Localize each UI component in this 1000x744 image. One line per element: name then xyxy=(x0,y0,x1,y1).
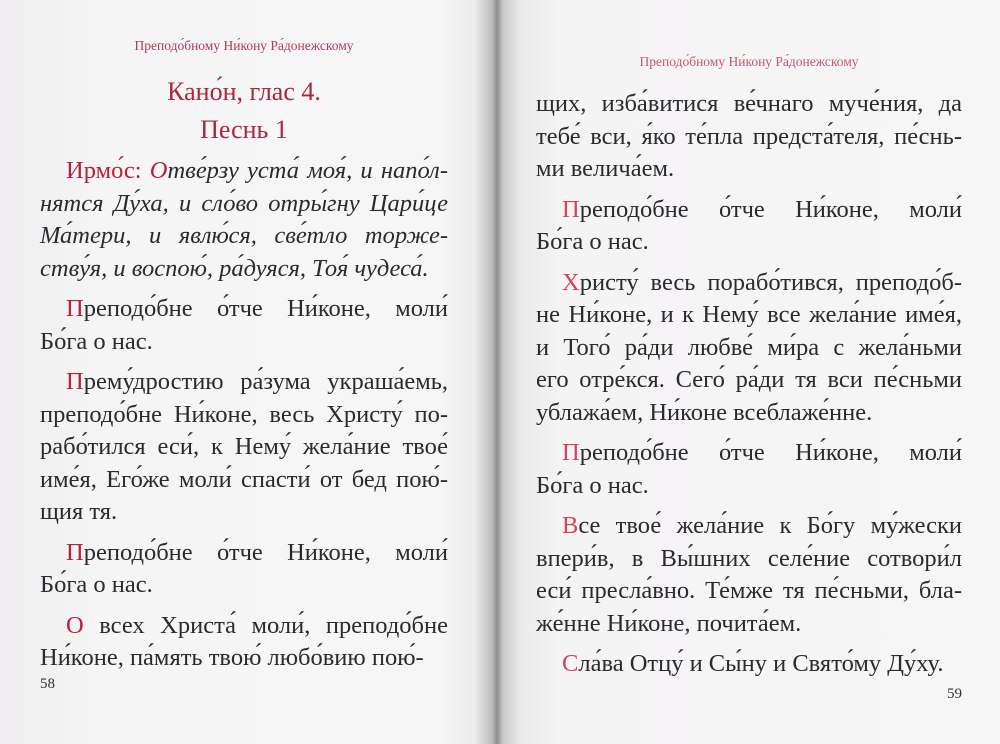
red-initial: Х xyxy=(562,268,580,296)
line-text: нятся Ду́ха, и сло́во отры́гну Цари́це xyxy=(40,189,448,217)
text-line xyxy=(536,470,962,503)
paragraph xyxy=(536,267,962,430)
text-line xyxy=(40,399,448,432)
text-line xyxy=(536,299,962,332)
red-initial: П xyxy=(66,538,84,566)
right-page xyxy=(536,0,962,744)
paragraph xyxy=(536,648,962,681)
text-line xyxy=(40,326,448,359)
red-initial: О xyxy=(66,611,84,639)
line-text: Бо́га о нас. xyxy=(536,471,649,499)
line-text: ублажа́ем, Ни́коне всеблаже́нне. xyxy=(536,398,873,426)
text-line xyxy=(536,397,962,430)
text-line xyxy=(536,648,962,681)
text-line xyxy=(536,88,962,121)
text-line xyxy=(536,153,962,186)
text-line xyxy=(536,194,962,227)
text-line xyxy=(40,464,448,497)
text-line xyxy=(536,608,962,641)
irmos-label: Ирмо́с: xyxy=(66,157,150,184)
line-text: реподо́бне о́тче Ни́коне, моли́ xyxy=(83,538,448,566)
line-text: реподо́бне о́тче Ни́коне, моли́ xyxy=(579,195,962,223)
left-page xyxy=(40,0,448,744)
text-line xyxy=(40,569,448,602)
text-line xyxy=(536,437,962,470)
red-initial: П xyxy=(562,195,580,223)
running-head: Преподо́бному Ни́кону Ра́донежскому xyxy=(134,38,354,53)
page-number: 58 xyxy=(40,676,55,692)
line-text: име́я, Его́же моли́ спасти́ от бед пою́- xyxy=(40,465,448,493)
line-text: не Ни́коне, и к Нему́ все жела́ние име́я, xyxy=(536,301,962,328)
line-text: впери́в, в Вы́шних селе́ние сотвори́л xyxy=(536,544,962,572)
text-line xyxy=(40,293,448,326)
line-text: Бо́га о нас. xyxy=(536,228,649,255)
text-line xyxy=(40,537,448,570)
red-initial: П xyxy=(66,295,84,322)
red-initial: С xyxy=(562,650,579,677)
ode-title: Песнь 1 xyxy=(200,115,288,144)
line-text: же́нне Ни́коне, почита́ем. xyxy=(536,609,802,637)
text-line xyxy=(40,366,448,399)
line-text: и Того́ ра́ди любве́ ми́ра с жела́ньми xyxy=(536,333,962,361)
text-line xyxy=(40,642,448,675)
line-text: тебе́ вси, я́ко те́пла предста́теля, пе́снь- xyxy=(536,122,962,150)
text-line xyxy=(40,431,448,464)
text-line xyxy=(40,188,448,221)
red-initial: В xyxy=(562,512,579,539)
line-text: реподо́бне о́тче Ни́коне, моли́ xyxy=(579,439,962,466)
paragraph xyxy=(40,537,448,602)
red-initial: П xyxy=(66,368,84,395)
line-text: рему́дростию ра́зума украша́емь, xyxy=(83,368,448,395)
paragraph xyxy=(40,155,448,285)
text-line xyxy=(536,364,962,397)
text-line xyxy=(40,610,448,643)
line-text: всех Христа́ моли́, преподо́бне xyxy=(83,611,448,639)
paragraph xyxy=(536,510,962,640)
red-initial: О xyxy=(149,157,168,184)
text-line xyxy=(40,253,448,286)
paragraph xyxy=(536,194,962,259)
text-line xyxy=(40,220,448,253)
line-text: реподо́бне о́тче Ни́коне, моли́ xyxy=(83,295,448,322)
text-line xyxy=(40,496,448,529)
text-line xyxy=(536,510,962,543)
line-text: ми велича́ем. xyxy=(536,155,675,182)
running-head: Преподо́бному Ни́кону Ра́донежскому xyxy=(639,54,859,69)
paragraph xyxy=(40,366,448,529)
text-line xyxy=(536,332,962,365)
line-text: Бо́га о нас. xyxy=(40,571,153,598)
text-line xyxy=(536,575,962,608)
line-text: рабо́тился еси́, к Нему́ жела́ние твое́ xyxy=(40,433,448,460)
line-text: его отре́кся. Сего́ ра́ди тя вси пе́сньми xyxy=(536,366,962,393)
text-line xyxy=(536,121,962,154)
line-text: Бо́га о нас. xyxy=(40,327,153,355)
line-text: Ма́тери, и явлю́ся, све́тло торже- xyxy=(40,222,448,249)
text-line xyxy=(536,267,962,300)
line-text: щих, изба́витися ве́чнаго муче́ния, да xyxy=(536,90,962,117)
text-line xyxy=(536,226,962,259)
paragraph xyxy=(536,437,962,502)
line-text: еси́ пресла́вно. Те́мже тя пе́сньми, бла- xyxy=(536,577,962,604)
red-initial: П xyxy=(562,439,580,466)
page-body xyxy=(536,88,962,689)
paragraph xyxy=(40,293,448,358)
paragraph xyxy=(536,88,962,186)
line-text: се твое́ жела́ние к Бо́гу му́жески xyxy=(578,512,962,539)
line-text: ристу́ весь порабо́тився, преподо́б- xyxy=(579,268,962,296)
line-text: ству́я, и воспою́, ра́дуяся, Тоя́ чудеса́. xyxy=(40,254,429,282)
page-number: 59 xyxy=(947,686,962,702)
text-line xyxy=(40,155,448,188)
line-text: Ни́коне, па́мять твою́ любо́вию пою́- xyxy=(40,644,424,671)
line-text: щия тя. xyxy=(40,498,118,525)
paragraph xyxy=(40,610,448,675)
line-text: ла́ва Отцу́ и Сы́ну и Свято́му Ду́ху. xyxy=(578,650,944,677)
canon-title: Кано́н, глас 4. xyxy=(167,77,321,106)
line-text: преподо́бне Ни́коне, весь Христу́ по- xyxy=(40,400,448,428)
text-line xyxy=(536,543,962,576)
line-text: тве́рзу уста́ моя́, и напо́л- xyxy=(167,157,448,184)
page-body xyxy=(40,155,448,683)
